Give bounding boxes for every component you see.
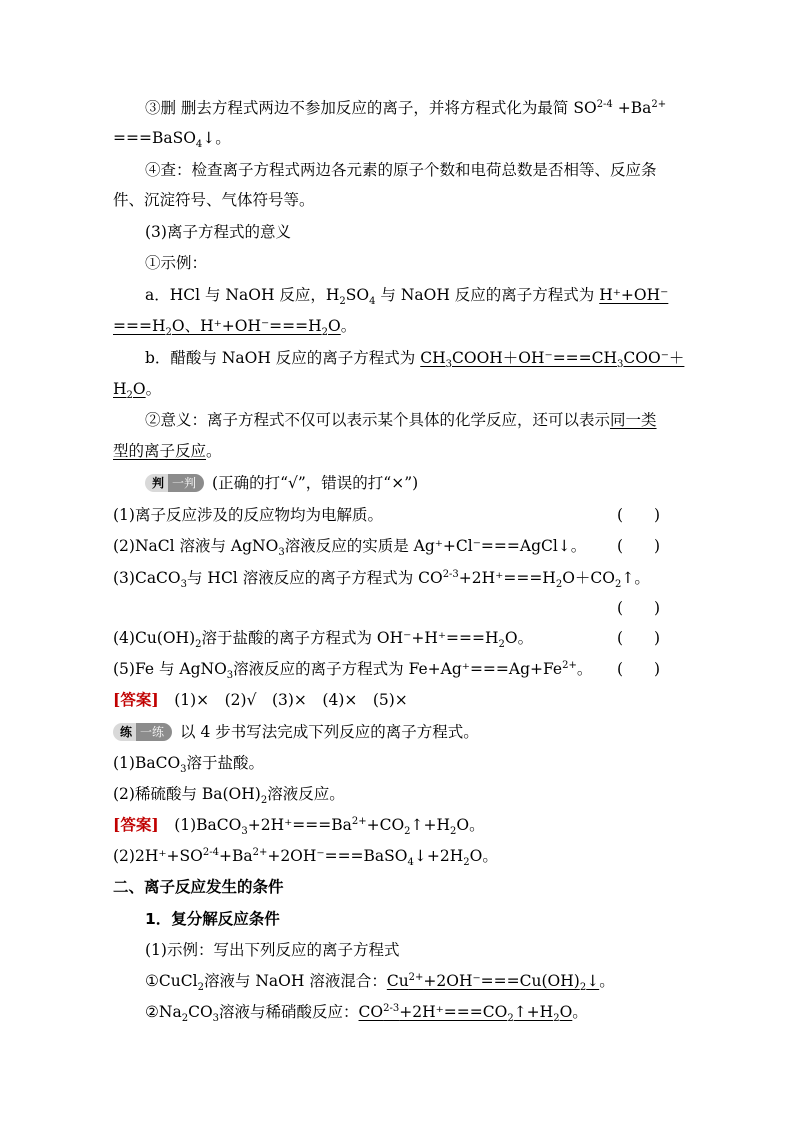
judge-q3: (3)CaCO$_3$与 HCl 溶液反应的离子方程式为 $CO^{2-3}+2H^+===H_2O+CO_2↑$。 [113, 568, 650, 591]
answer-blank: H⁺+OH⁻ [599, 286, 669, 304]
answer-paren: ( ) [617, 506, 661, 524]
answer-blank: $===H_2O$、$H^++OH^-===H_2O$ [113, 317, 341, 339]
practice-heading: 练 一练 以 4 步书写法完成下列反应的离子方程式。 [113, 721, 683, 743]
answer-blank: $Cu^{2+}+2OH^-===Cu(OH)_2↓$ [386, 971, 600, 994]
step-check-line-cont: 件、沉淀符号、气体符号等。 [113, 191, 315, 209]
answer-blank: 同一类 [610, 411, 657, 429]
practice-answer-1: [答案] $(1)BaCO_3+2H^+===Ba^{2+}+CO_2↑+H_2O$。 [113, 815, 485, 838]
meaning-line-cont: 型的离子反应。 [113, 442, 222, 460]
judge-heading: 判 一判 (正确的打“√”，错误的打“×”) [145, 472, 685, 494]
conditions-example-2: $②Na_2CO_3$溶液与稀硝酸反应：$CO^{2-3}+2H^+===CO_2↑+H_2O$。 [145, 1002, 588, 1025]
practice-badge: 练 一练 [113, 723, 172, 741]
example-a-line: a．HCl 与 NaOH 反应，$H_2SO_4$ 与 NaOH 反应的离子方程式为 H⁺+OH⁻ [145, 286, 669, 308]
section-heading-conditions: 二、离子反应发生的条件 [113, 878, 284, 896]
answer-paren: ( ) [617, 660, 661, 678]
section-meaning-heading: (3)离子方程式的意义 [145, 223, 291, 241]
subsection-heading: 1．复分解反应条件 [145, 910, 280, 928]
example-a-line-cont: $===H_2O$、$H^++OH^-===H_2O$。 [113, 317, 357, 339]
example-b-line-cont: $H_2O$。 [113, 380, 162, 402]
practice-q2: (2)稀硫酸与 $Ba(OH)_2$溶液反应。 [113, 785, 345, 807]
judge-q2: (2)NaCl 溶液与 AgNO$_3$溶液反应的实质是 Ag⁺+Cl⁻===AgCl↓。 [113, 537, 587, 559]
answer-paren: ( ) [617, 629, 661, 647]
answer-blank: $CH_3COOH+OH^-===CH_3COO^-+$ [420, 349, 685, 371]
example-label: ①示例： [145, 254, 208, 272]
answer-label: [答案] [113, 690, 159, 709]
answer-label: [答案] [113, 815, 159, 834]
judge-badge: 判 一判 [145, 474, 204, 492]
conditions-example-1: ①CuCl$_2$溶液与 NaOH 溶液混合：$Cu^{2+}+2OH^-===Cu(OH)_2↓$。 [145, 971, 615, 994]
answer-paren: ( ) [617, 599, 661, 617]
step-delete-line: ③删 删去方程式两边不参加反应的离子，并将方程式化为最简 $SO^{2-4} +Ba^{2+}$ [145, 98, 667, 117]
step-delete-equation: ===BaSO$_4$↓。 [113, 129, 231, 151]
step-check-line: ④查：检查离子方程式两边各元素的原子个数和电荷总数是否相等、反应条 [145, 161, 657, 179]
practice-q1: (1)BaCO$_3$溶于盐酸。 [113, 754, 265, 776]
conditions-example-label: (1)示例：写出下列反应的离子方程式 [145, 941, 400, 959]
answer-paren: ( ) [617, 537, 661, 555]
judge-answer: [答案] (1)× (2)√ (3)× (4)× (5)× [113, 690, 408, 709]
judge-q4: $(4)Cu(OH)_2$溶于盐酸的离子方程式为 $OH^-+H^+===H_2O$。 [113, 629, 534, 651]
meaning-line: ②意义：离子方程式不仅可以表示某个具体的化学反应，还可以表示同一类 [145, 411, 657, 429]
example-b-line: b．醋酸与 NaOH 反应的离子方程式为 $CH_3COOH+OH^-===CH_3COO^-+$ [145, 349, 685, 371]
answer-blank: $CO^{2-3}+2H^+===CO_2↑+H_2O$ [358, 1002, 573, 1025]
answer-blank: 型的离子反应 [113, 442, 207, 460]
judge-q1: (1)离子反应涉及的反应物均为电解质。 [113, 506, 383, 524]
judge-q5: (5)Fe 与 AgNO$_3$溶液反应的离子方程式为 $Fe+Ag^+===Ag+Fe^{2+}$。 [113, 659, 593, 682]
practice-answer-2: $(2)2H^++SO^{2-4}+Ba^{2+}+2OH^-===BaSO_4↓+2H_2O$。 [113, 846, 498, 869]
answer-blank: $H_2O$ [113, 380, 146, 402]
